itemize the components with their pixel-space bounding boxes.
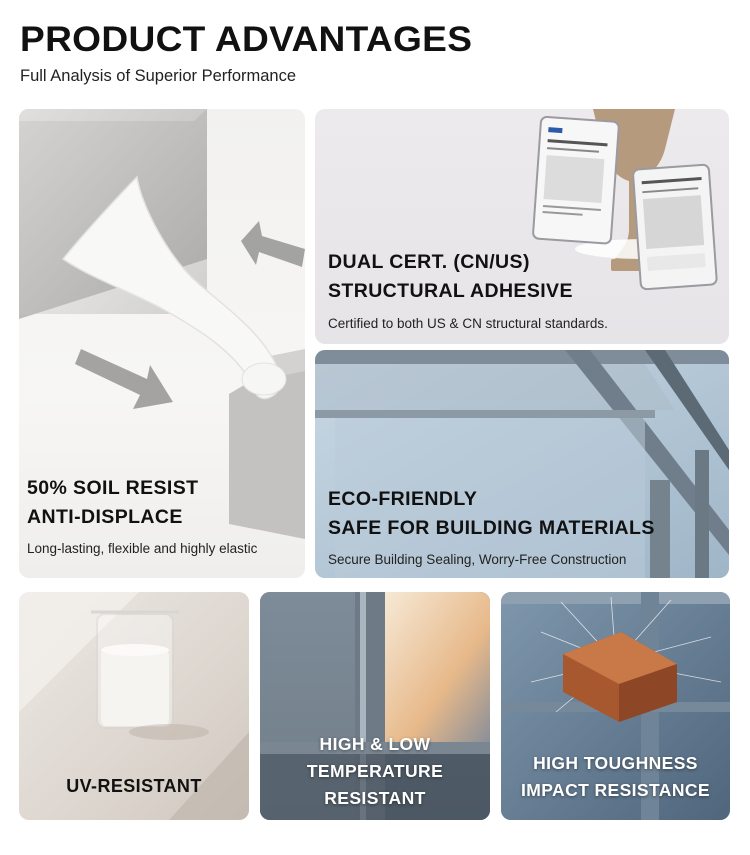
card-soil-description: Long-lasting, flexible and highly elastic	[27, 541, 258, 556]
card-cert-heading-line1: DUAL CERT. (CN/US)	[328, 251, 530, 273]
card-temperature	[260, 592, 490, 820]
page-title: PRODUCT ADVANTAGES	[20, 20, 473, 59]
card-uv-text	[19, 772, 249, 801]
card-eco-heading-line1: ECO-FRIENDLY	[328, 488, 478, 510]
card-soil-resist	[19, 109, 305, 578]
card-dual-cert	[315, 109, 729, 344]
card-eco-description: Secure Building Sealing, Worry-Free Construction	[328, 552, 627, 567]
card-soil-heading-line2: ANTI-DISPLACE	[27, 506, 183, 528]
card-soil-text	[27, 474, 257, 556]
card-eco-text	[328, 485, 655, 567]
card-uv-resistant	[19, 592, 249, 820]
card-impact-heading-line1: HIGH TOUGHNESS	[533, 753, 698, 773]
card-cert-text	[328, 248, 608, 331]
card-uv-heading: UV-RESISTANT	[66, 776, 202, 796]
page-subtitle: Full Analysis of Superior Performance	[20, 67, 297, 85]
card-temp-text	[260, 731, 490, 812]
card-eco-heading-line2: SAFE FOR BUILDING MATERIALS	[328, 517, 655, 539]
card-soil-heading-line1: 50% SOIL RESIST	[27, 477, 199, 499]
card-eco-friendly	[315, 350, 729, 578]
card-cert-heading-line2: STRUCTURAL ADHESIVE	[328, 280, 573, 302]
card-temp-heading-line2: TEMPERATURE	[306, 761, 444, 781]
card-temp-heading-line1: HIGH & LOW	[319, 734, 431, 754]
card-impact	[501, 592, 730, 820]
card-impact-text	[501, 750, 730, 804]
card-temp-heading-line3: RESISTANT	[324, 788, 426, 808]
card-cert-description: Certified to both US & CN structural standards.	[328, 316, 608, 331]
card-impact-heading-line2: IMPACT RESISTANCE	[521, 780, 710, 800]
